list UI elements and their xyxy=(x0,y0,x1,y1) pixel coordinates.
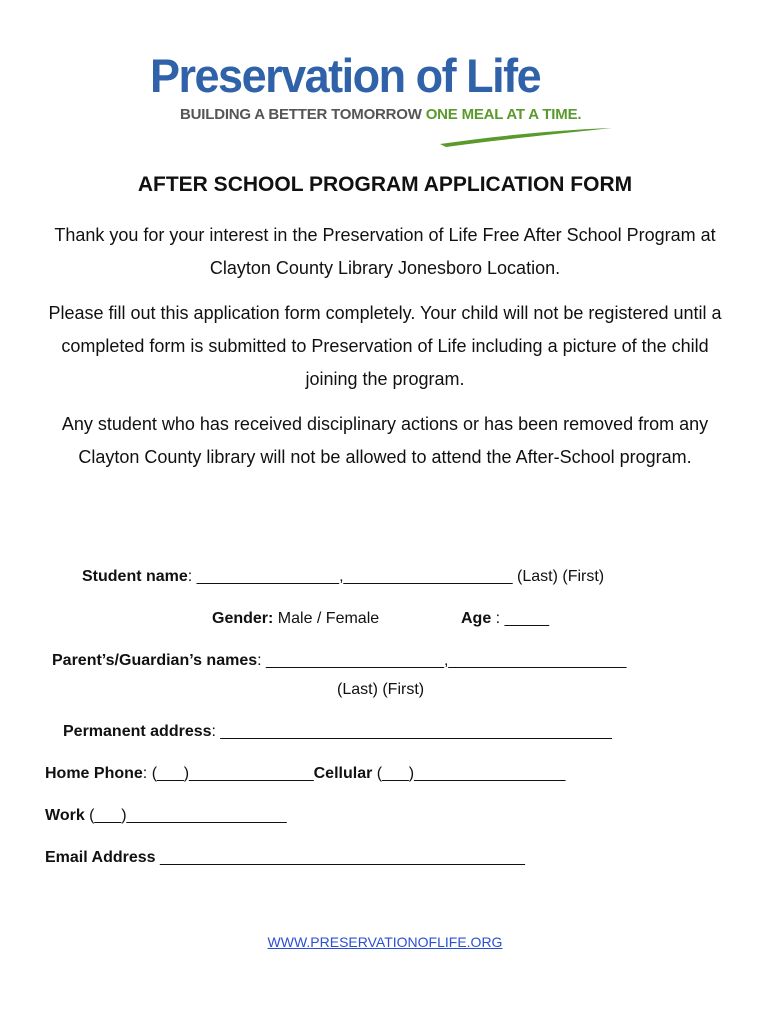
student-name-label: Student name xyxy=(82,568,188,585)
student-name-blank[interactable]: : ________________,___________________ (Last) (First) xyxy=(187,568,605,585)
email-field[interactable] xyxy=(45,846,525,870)
student-name-field[interactable] xyxy=(82,565,604,589)
email-blank[interactable]: _________________________________________ xyxy=(155,849,525,866)
logo-title: Preservation of Life xyxy=(150,49,541,103)
gender-field[interactable] xyxy=(212,607,379,631)
home-phone-label: Home Phone xyxy=(45,765,143,782)
work-blank[interactable]: (___)__________________ xyxy=(84,807,287,824)
instructions-paragraph: Please fill out this application form completely. Your child will not be registered until a completed form is submitted to Preservation of Life including a picture of the child joining the program. xyxy=(48,303,722,389)
tagline-part-2: ONE MEAL AT A TIME. xyxy=(425,106,582,123)
gender-options[interactable]: Male / Female xyxy=(273,610,380,627)
home-phone-blank[interactable]: : (___)______________ xyxy=(142,765,314,782)
organization-logo xyxy=(150,48,630,148)
parent-names-hint: (Last) (First) xyxy=(337,681,425,698)
age-blank[interactable]: : _____ xyxy=(491,610,550,627)
footer xyxy=(0,932,770,952)
swoosh-icon xyxy=(436,126,616,148)
address-blank[interactable]: : ____________________________________________ xyxy=(211,723,612,740)
gender-label: Gender: xyxy=(212,610,274,627)
work-label: Work xyxy=(45,807,85,824)
form-title: AFTER SCHOOL PROGRAM APPLICATION FORM xyxy=(137,173,633,196)
website-link[interactable]: WWW.PRESERVATIONOFLIFE.ORG xyxy=(267,934,503,950)
parent-names-blank[interactable]: : ____________________,____________________ xyxy=(257,652,627,669)
phone-field[interactable] xyxy=(45,762,565,786)
address-field[interactable] xyxy=(63,720,612,744)
age-label: Age xyxy=(461,610,492,627)
intro-paragraph: Thank you for your interest in the Preservation of Life Free After School Program at Clayton County Library Jonesboro Location. xyxy=(54,225,716,278)
eligibility-paragraph: Any student who has received disciplinary actions or has been removed from any Clayton County library will not be allowed to attend the After-School program. xyxy=(61,414,709,467)
work-phone-field[interactable] xyxy=(45,804,287,828)
cellular-blank[interactable]: (___)_________________ xyxy=(372,765,566,782)
tagline-part-1: BUILDING A BETTER TOMORROW xyxy=(180,106,426,123)
age-field[interactable] xyxy=(461,607,549,631)
parent-names-label: Parent’s/Guardian’s names xyxy=(52,652,258,669)
address-label: Permanent address xyxy=(63,723,212,740)
logo-tagline xyxy=(180,106,581,124)
parent-names-field[interactable] xyxy=(52,649,626,673)
email-label: Email Address xyxy=(45,849,156,866)
cellular-label: Cellular xyxy=(313,765,373,782)
